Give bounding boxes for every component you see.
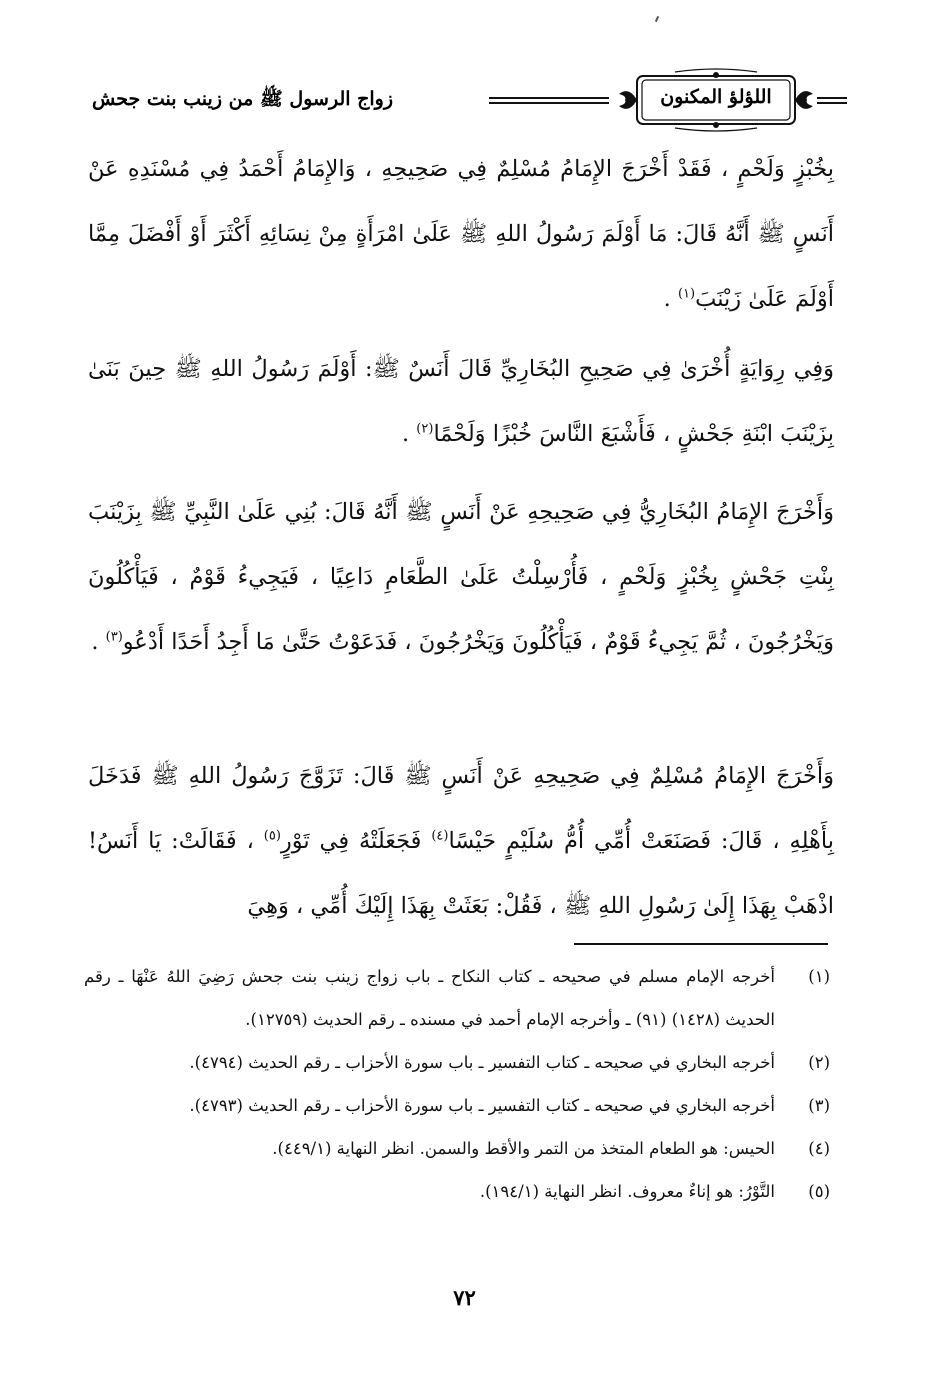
header-rule-middle [489, 97, 609, 104]
paragraph-2-end: . [401, 421, 417, 447]
footnote-number: (٤) [808, 1139, 830, 1158]
footnote-ref-5[interactable]: (٥) [263, 828, 281, 844]
footnote-text: أخرجه الإمام مسلم في صحيحه ـ كتاب النكاح ـ باب زواج زينب بنت جحش رَضِيَ اللهُ عَنْهَا ـ رقم الحديث (١٤٢٨) (٩١) ـ وأخرجه الإمام أحمد في مسنده ـ رقم الحديث (١٢٧٥٩). [84, 967, 775, 1029]
footnote-5 [84, 1170, 830, 1213]
footnote-text: التَّوْرُ: هو إناءٌ معروف. انظر النهاية (١٩٤/١). [479, 1182, 775, 1201]
footnote-2 [84, 1041, 830, 1084]
footnote-number: (٥) [808, 1182, 830, 1201]
footnote-text: الحيس: هو الطعام المتخذ من التمر والأقط والسمن. انظر النهاية (٤٤٩/١). [272, 1139, 775, 1158]
paragraph-2-text: وَفِي رِوَايَةٍ أُخْرَىٰ فِي صَحِيحِ البُخَارِيِّ قَالَ أَنَسٌ ﷺ: أَوْلَمَ رَسُولُ اللهِ ﷺ حِينَ بَنَىٰ بِزَيْنَبَ ابْنَةِ جَحْشٍ ، فَأَشْبَعَ النَّاسَ خُبْزًا وَلَحْمًا [88, 356, 834, 447]
footnote-ref-1[interactable]: (١) [677, 286, 696, 302]
footnote-3 [84, 1084, 830, 1127]
footnote-text: أخرجه البخاري في صحيحه ـ كتاب التفسير ـ باب سورة الأحزاب ـ رقم الحديث (٤٧٩٣). [189, 1096, 775, 1115]
paragraph-4 [88, 744, 834, 939]
page-number: ٧٢ [453, 1285, 476, 1310]
paragraph-4-text-c: ، فَقَالَتْ: يَا أَنَسُ! اذْهَبْ بِهَذَا إِلَىٰ رَسُولِ اللهِ ﷺ ، فَقُلْ: بَعَثَتْ بِهَذَا إِلَيْكَ أُمِّي ، وَهِيَ [88, 828, 834, 919]
paragraph-3 [88, 480, 834, 675]
footnote-separator [574, 943, 828, 945]
paragraph-3-text: وَأَخْرَجَ الإِمَامُ البُخَارِيُّ فِي صَحِيحِهِ عَنْ أَنَسٍ ﷺ أَنَّهُ قَالَ: بُنِي عَلَىٰ النَّبِيِّ ﷺ بِزَيْنَبَ بِنْتِ جَحْشٍ بِخُبْزٍ وَلَحْمٍ ، فَأُرْسِلْتُ عَلَىٰ الطَّعَامِ دَاعِيًا ، فَيَجِيءُ قَوْمٌ ، فَيَأْكُلُونَ وَيَخْرُجُونَ ، ثُمَّ يَجِيءُ قَوْمٌ ، فَيَأْكُلُونَ وَيَخْرُجُونَ ، فَدَعَوْتُ حَتَّىٰ مَا أَجِدُ أَحَدًا أَدْعُو [88, 499, 834, 655]
footnote-ref-3[interactable]: (٣) [105, 629, 123, 645]
paragraph-4-text-a: وَأَخْرَجَ الإِمَامُ مُسْلِمٌ فِي صَحِيحِهِ عَنْ أَنَسٍ ﷺ قَالَ: تَزَوَّجَ رَسُولُ اللهِ ﷺ فَدَخَلَ بِأَهْلِهِ ، قَالَ: فَصَنَعَتْ أُمِّي أُمُّ سُلَيْمٍ حَيْسًا [88, 763, 834, 854]
paragraph-2 [88, 337, 834, 467]
footnote-number: (١) [808, 967, 830, 986]
paragraph-1-text: بِخُبْزٍ وَلَحْمٍ ، فَقَدْ أَخْرَجَ الإِمَامُ مُسْلِمٌ فِي صَحِيحِهِ ، وَالإِمَامُ أَحْمَدُ فِي مُسْنَدِهِ عَنْ أَنَسٍ ﷺ أَنَّهُ قَالَ: مَا أَوْلَمَ رَسُولُ اللهِ ﷺ عَلَىٰ امْرَأَةٍ مِنْ نِسَائِهِ أَكْثَرَ أَوْ أَفْضَلَ مِمَّا أَوْلَمَ عَلَىٰ زَيْنَبَ [88, 156, 834, 312]
scan-speck [655, 16, 659, 22]
paragraph-1-end: . [663, 286, 678, 312]
book-title: اللؤلؤ المكنون [660, 86, 772, 108]
paragraph-3-end: . [91, 629, 106, 655]
footnote-ref-2[interactable]: (٢) [416, 421, 434, 437]
footnote-ref-4[interactable]: (٤) [431, 828, 449, 844]
paragraph-4-text-b: فَجَعَلَتْهُ فِي تَوْرٍ [280, 828, 432, 854]
footnote-text: أخرجه البخاري في صحيحه ـ كتاب التفسير ـ باب سورة الأحزاب ـ رقم الحديث (٤٧٩٤). [189, 1053, 775, 1072]
chapter-title: زواج الرسول ﷺ من زينب بنت جحش [92, 88, 394, 110]
paragraph-1 [88, 137, 834, 332]
running-header [92, 66, 847, 136]
footnote-number: (٣) [808, 1096, 830, 1115]
footnote-4 [84, 1127, 830, 1170]
footnotes [84, 955, 830, 1213]
header-rule-right [817, 97, 847, 104]
footnote-number: (٢) [808, 1053, 830, 1072]
footnote-1 [84, 955, 830, 1041]
book-title-cartouche [615, 68, 817, 132]
